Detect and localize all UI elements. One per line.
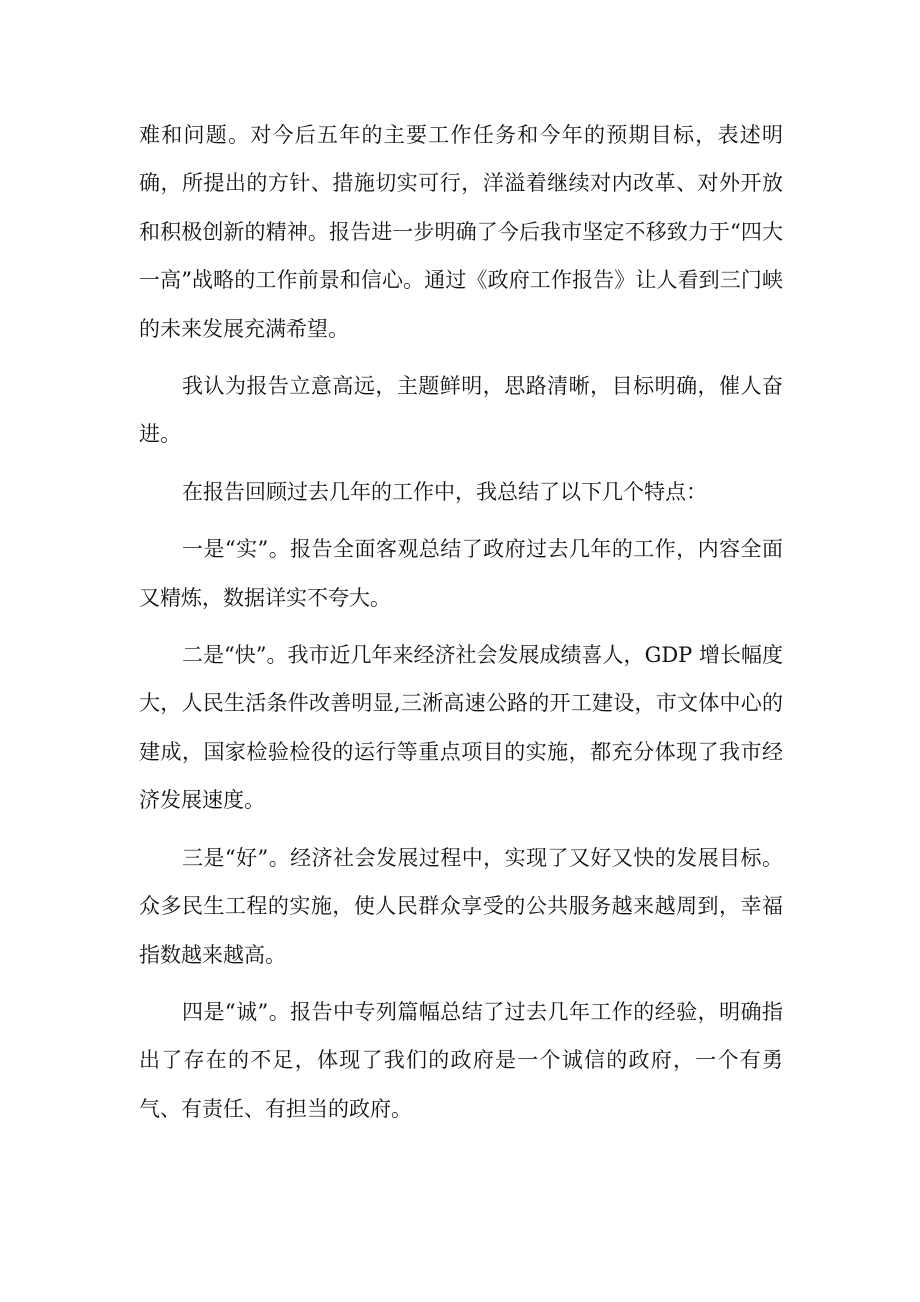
paragraph-opinion: 我认为报告立意高远，主题鲜明，思路清晰，目标明确，催人奋进。 xyxy=(139,374,783,447)
document-body xyxy=(139,111,783,1142)
paragraph-point-kuai: 二是“快”。我市近几年来经济社会发展成绩喜人，GDP 增长幅度大，人民生活条件改善明显,三淅高速公路的开工建设，市文体中心的建成，国家检验检役的运行等重点项目的实施，都充分体现了我市经济发展速度。 xyxy=(139,643,783,813)
paragraph-summary-intro: 在报告回顾过去几年的工作中，我总结了以下几个特点： xyxy=(182,479,707,504)
paragraph-point-cheng: 四是“诚”。报告中专列篇幅总结了过去几年工作的经验，明确指出了存在的不足，体现了我们的政府是一个诚信的政府，一个有勇气、有责任、有担当的政府。 xyxy=(139,999,783,1121)
paragraph-point-hao: 三是“好”。经济社会发展过程中，实现了又好又快的发展目标。众多民生工程的实施，使人民群众享受的公共服务越来越周到，幸福指数越来越高。 xyxy=(139,845,783,967)
paragraph-continuation: 难和问题。对今后五年的主要工作任务和今年的预期目标，表述明确，所提出的方针、措施切实可行，洋溢着继续对内改革、对外开放和积极创新的精神。报告进一步明确了今后我市坚定不移致力于“四大一高”战略的工作前景和信心。通过《政府工作报告》让人看到三门峡的未来发展充满希望。 xyxy=(139,123,783,341)
paragraph-point-shi: 一是“实”。报告全面客观总结了政府过去几年的工作，内容全面又精炼，数据详实不夸大。 xyxy=(139,537,783,610)
